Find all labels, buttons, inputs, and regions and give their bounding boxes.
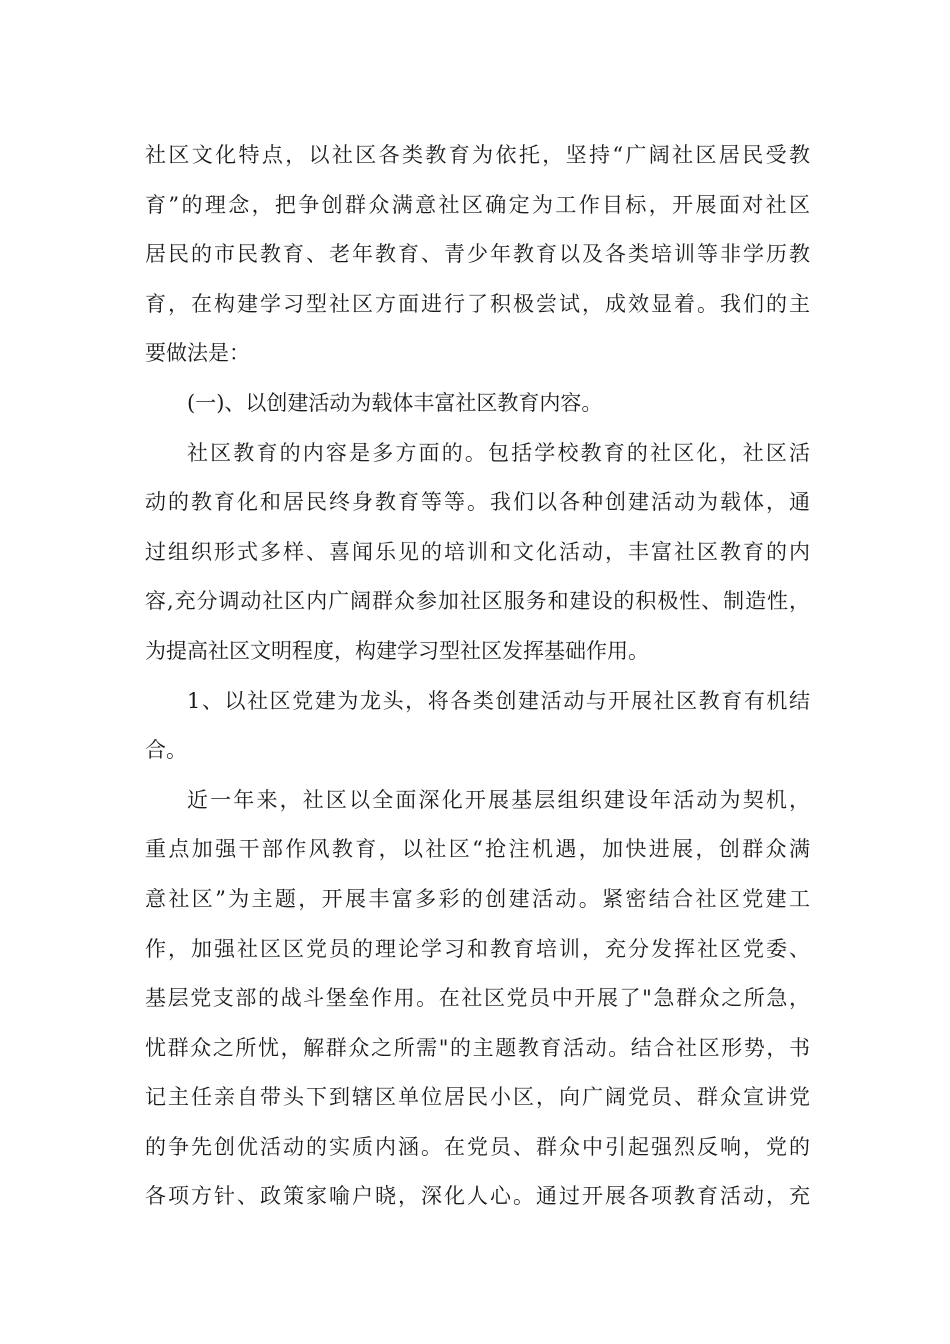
text-line: 记主任亲自带头下到辖区单位居民小区，向广阔党员、群众宣讲党: [145, 1085, 810, 1110]
text-line: (一)、以创建活动为载体丰富社区教育内容。: [187, 390, 603, 415]
text-line: 要做法是：: [145, 341, 250, 366]
text-line: 为提高社区文明程度，构建学习型社区发挥基础作用。: [145, 638, 649, 663]
text-line: 社区文化特点，以社区各类教育为依托，坚持“广阔社区居民受教: [145, 143, 810, 167]
text-line: 居民的市民教育、老年教育、青少年教育以及各类培训等非学历教: [145, 242, 810, 267]
text-line: 合。: [145, 738, 187, 763]
text-line: 基层党支部的战斗堡垒作用。在社区党员中开展了"急群众之所急，: [145, 986, 810, 1011]
text-line: 社区教育的内容是多方面的。包括学校教育的社区化，社区活: [187, 440, 810, 465]
text-line: 作，加强社区区党员的理论学习和教育培训，充分发挥社区党委、: [145, 936, 810, 961]
text-line: 1、以社区党建为龙头，将各类创建活动与开展社区教育有机结: [187, 688, 810, 713]
text-line: 动的教育化和居民终身教育等等。我们以各种创建活动为载体，通: [145, 490, 810, 515]
text-line: 容,充分调动社区内广阔群众参加社区服务和建设的积极性、制造性，: [145, 589, 810, 614]
text-line: 意社区”为主题，开展丰富多彩的创建活动。紧密结合社区党建工: [145, 886, 810, 911]
body-text: [145, 131, 810, 1222]
text-line: 近一年来，社区以全面深化开展基层组织建设年活动为契机，: [187, 787, 810, 812]
text-line: 各项方针、政策家喻户晓，深化人心。通过开展各项教育活动，充: [145, 1184, 810, 1209]
text-line: 重点加强干部作风教育，以社区“抢注机遇，加快进展，创群众满: [145, 837, 810, 862]
text-line: 育”的理念，把争创群众满意社区确定为工作目标，开展面对社区: [145, 192, 810, 217]
text-line: 忧群众之所忧，解群众之所需"的主题教育活动。结合社区形势，书: [145, 1035, 810, 1060]
text-line: 过组织形式多样、喜闻乐见的培训和文化活动，丰富社区教育的内: [145, 539, 810, 564]
text-line: 的争先创优活动的实质内涵。在党员、群众中引起强烈反响，党的: [145, 1134, 810, 1159]
text-line: 育，在构建学习型社区方面进行了积极尝试，成效显着。我们的主: [145, 291, 810, 316]
